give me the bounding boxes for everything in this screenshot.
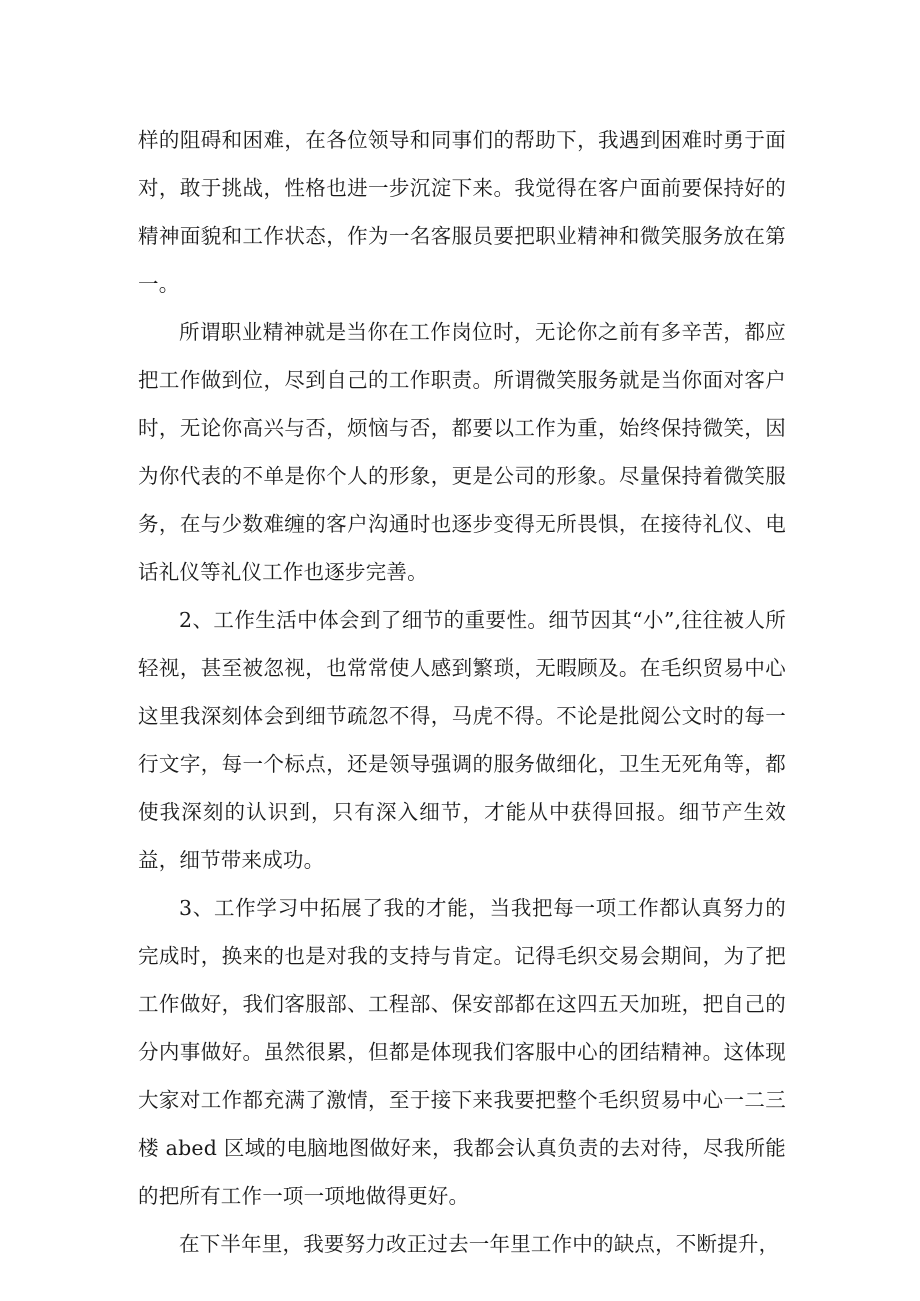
paragraph-2: 所谓职业精神就是当你在工作岗位时，无论你之前有多辛苦，都应把工作做到位，尽到自己的工作职责。所谓微笑服务就是当你面对客户时，无论你高兴与否，烦恼与否，都要以工作为重，始终保持微笑，因为你代表的不单是你个人的形象，更是公司的形象。尽量保持着微笑服务，在与少数难缠的客户沟通时也逐步变得无所畏惧，在接待礼仪、电话礼仪等礼仪工作也逐步完善。 bbox=[138, 320, 786, 584]
paragraph-5: 在下半年里，我要努力改正过去一年里工作中的缺点，不断提升， bbox=[179, 1232, 780, 1256]
document-body bbox=[138, 116, 786, 1268]
paragraph-1: 样的阻碍和困难，在各位领导和同事们的帮助下，我遇到困难时勇于面对，敢于挑战，性格也进一步沉淀下来。我觉得在客户面前要保持好的精神面貌和工作状态，作为一名客服员要把职业精神和微笑服务放在第一。 bbox=[138, 128, 786, 296]
paragraph-3: 2、工作生活中体会到了细节的重要性。细节因其“小”,往往被人所轻视，甚至被忽视，也常常使人感到繁琐，无暇顾及。在毛织贸易中心这里我深刻体会到细节疏忽不得，马虎不得。不论是批阅公文时的每一行文字，每一个标点，还是领导强调的服务做细化，卫生无死角等，都使我深刻的认识到，只有深入细节，才能从中获得回报。细节产生效益，细节带来成功。 bbox=[138, 608, 786, 872]
paragraph-4: 3、工作学习中拓展了我的才能，当我把每一项工作都认真努力的完成时，换来的也是对我的支持与肯定。记得毛织交易会期间，为了把工作做好，我们客服部、工程部、保安部都在这四五天加班，把自己的分内事做好。虽然很累，但都是体现我们客服中心的团结精神。这体现大家对工作都充满了激情，至于接下来我要把整个毛织贸易中心一二三楼 abed 区域的电脑地图做好来，我都会认真负责的去对待，尽我所能的把所有工作一项一项地做得更好。 bbox=[138, 896, 786, 1208]
